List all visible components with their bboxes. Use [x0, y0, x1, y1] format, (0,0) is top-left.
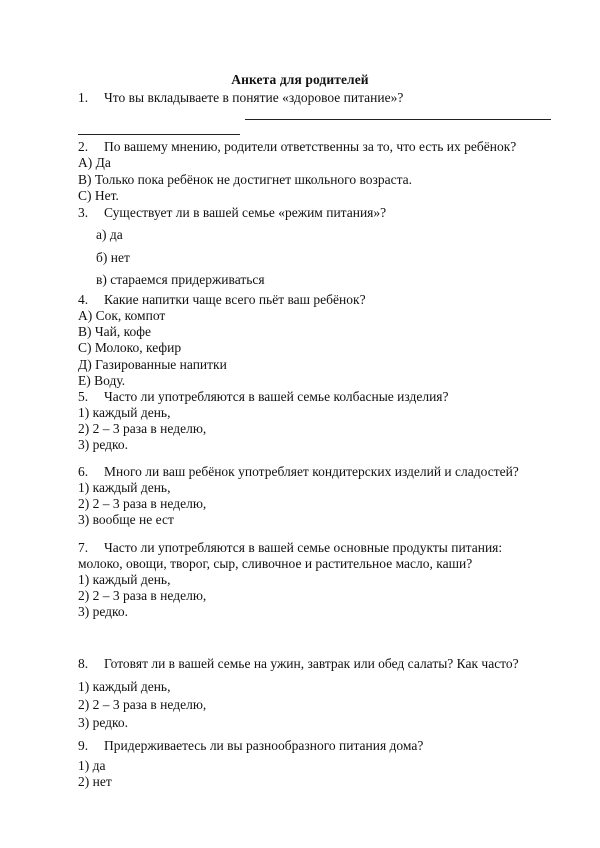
option: В) Чай, кофе: [78, 324, 151, 339]
question-number: 3.: [78, 205, 89, 220]
question-text: Что вы вкладываете в понятие «здоровое питание»?: [104, 90, 404, 105]
question-text-continued: молоко, овощи, творог, сыр, сливочное и растительное масло, каши?: [78, 556, 473, 571]
question-8: [78, 656, 519, 672]
option: 3) редко.: [78, 715, 129, 730]
option: 2) 2 – 3 раза в неделю,: [78, 496, 207, 511]
question-5: [78, 389, 449, 405]
question-3: [78, 205, 386, 221]
option: 2) 2 – 3 раза в неделю,: [78, 697, 207, 712]
question-text: По вашему мнению, родители ответственны за то, что есть их ребёнок?: [104, 139, 517, 154]
question-number: 5.: [78, 389, 89, 404]
question-text: Часто ли употребляются в вашей семье колбасные изделия?: [104, 389, 449, 404]
option: 3) редко.: [78, 604, 129, 619]
question-7: [78, 540, 502, 556]
question-text: Какие напитки чаще всего пьёт ваш ребёнок?: [104, 292, 366, 307]
option: В) Только пока ребёнок не достигнет школьного возраста.: [78, 172, 413, 187]
question-number: 1.: [78, 90, 89, 105]
answer-line: [245, 119, 551, 120]
question-number: 7.: [78, 540, 89, 555]
question-text: Придерживаетесь ли вы разнообразного питания дома?: [104, 738, 424, 753]
question-text: Существует ли в вашей семье «режим питания»?: [104, 205, 387, 220]
option: а) да: [96, 227, 123, 242]
option: Е) Воду.: [78, 373, 126, 388]
option: 1) да: [78, 758, 106, 773]
option: б) нет: [96, 250, 130, 265]
option: 2) нет: [78, 774, 112, 789]
option: А) Да: [78, 155, 111, 170]
option: 3) вообще не ест: [78, 512, 174, 527]
option: 2) 2 – 3 раза в неделю,: [78, 588, 207, 603]
page-title: Анкета для родителей: [231, 72, 369, 87]
option: 1) каждый день,: [78, 405, 171, 420]
option: 1) каждый день,: [78, 572, 171, 587]
question-number: 2.: [78, 139, 89, 154]
question-1: [78, 90, 403, 106]
question-9: [78, 738, 423, 754]
option: А) Сок, компот: [78, 308, 166, 323]
question-6: [78, 464, 519, 480]
option: 1) каждый день,: [78, 679, 171, 694]
option: 3) редко.: [78, 437, 129, 452]
question-text: Готовят ли в вашей семье на ужин, завтрак или обед салаты? Как часто?: [104, 656, 519, 671]
question-2: [78, 139, 516, 155]
question-number: 6.: [78, 464, 89, 479]
question-text: Часто ли употребляются в вашей семье основные продукты питания:: [104, 540, 503, 555]
question-number: 9.: [78, 738, 89, 753]
option: С) Нет.: [78, 188, 119, 203]
question-number: 4.: [78, 292, 89, 307]
question-number: 8.: [78, 656, 89, 671]
option: 1) каждый день,: [78, 480, 171, 495]
option: С) Молоко, кефир: [78, 340, 182, 355]
question-4: [78, 292, 366, 308]
option: в) стараемся придерживаться: [96, 272, 265, 287]
question-text: Много ли ваш ребёнок употребляет кондитерских изделий и сладостей?: [104, 464, 519, 479]
answer-line: [78, 134, 240, 135]
option: Д) Газированные напитки: [78, 357, 227, 372]
option: 2) 2 – 3 раза в неделю,: [78, 421, 207, 436]
